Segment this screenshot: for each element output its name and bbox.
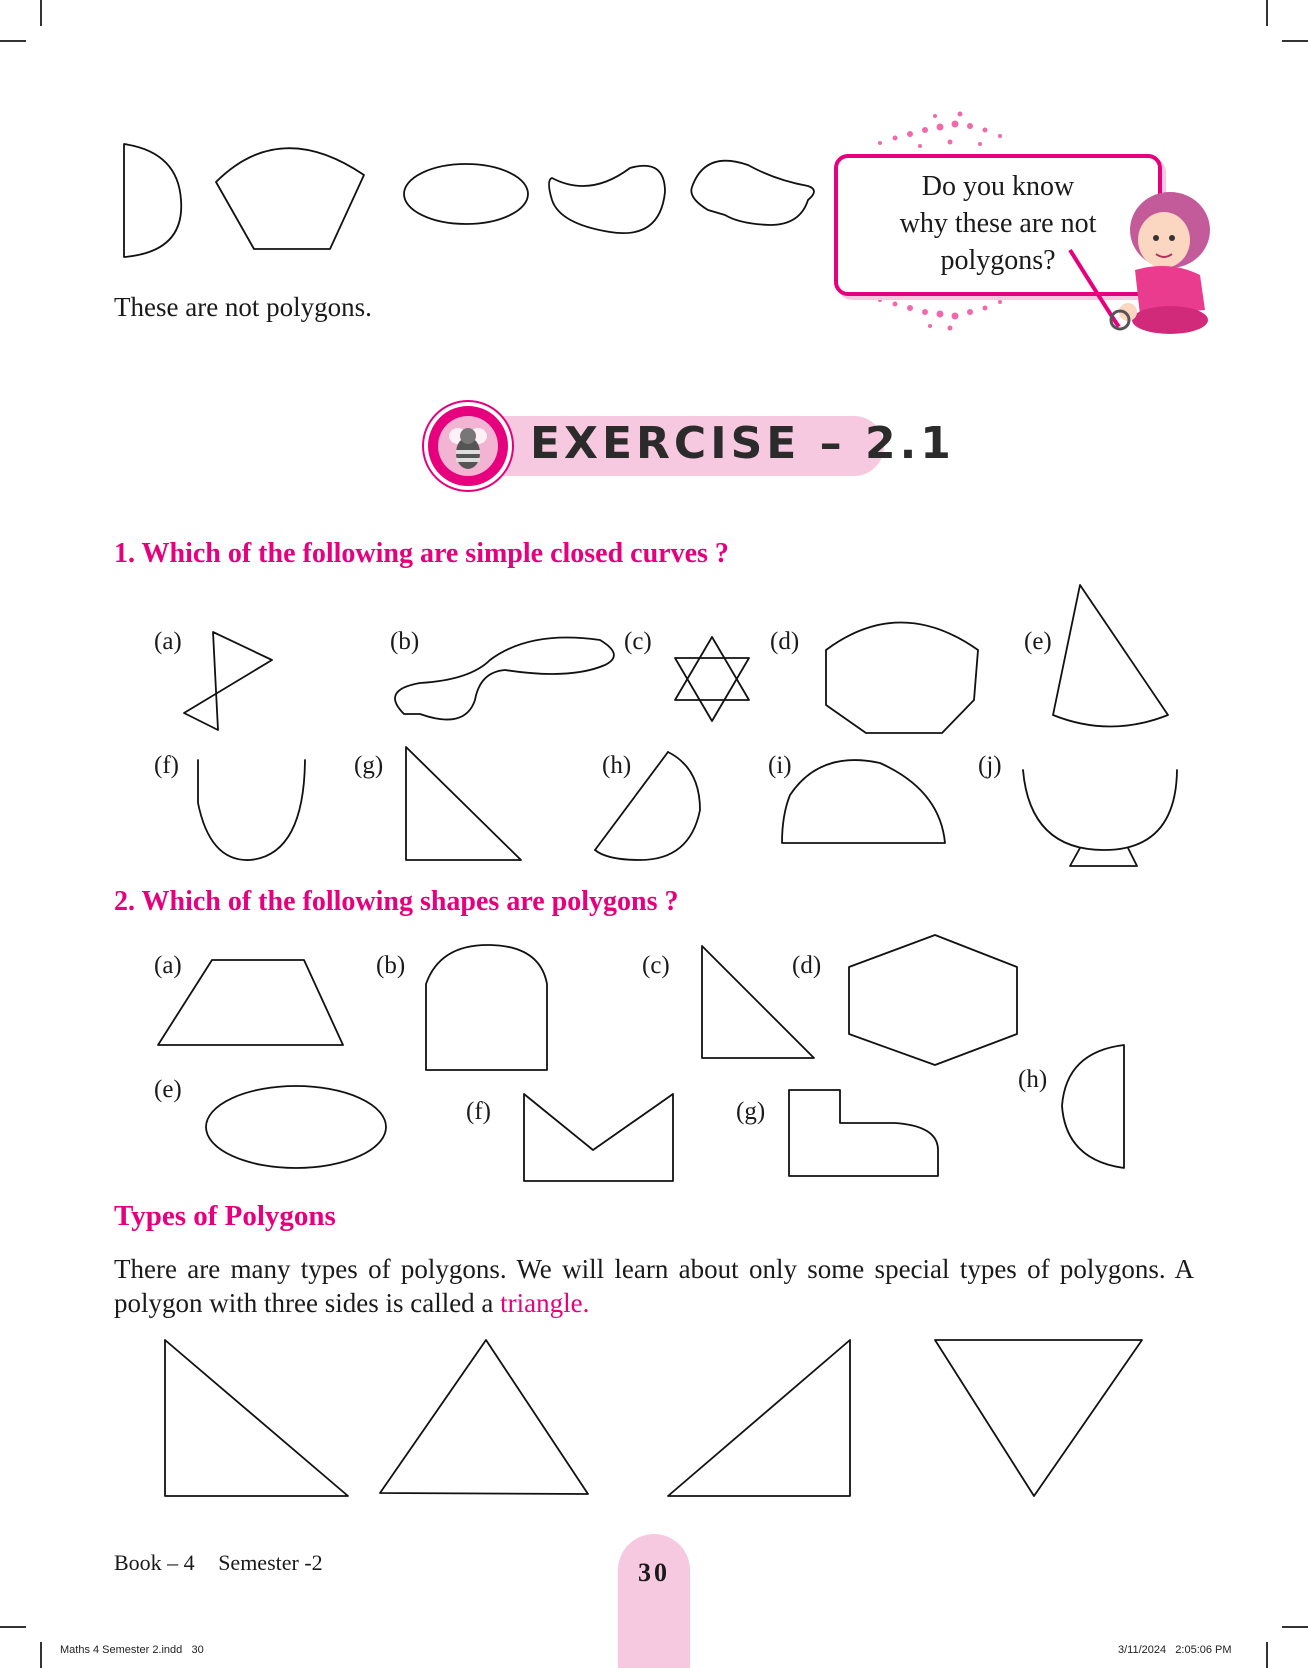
shape-2f xyxy=(524,1094,673,1181)
question-1-shapes xyxy=(0,560,1308,880)
question-2: 2. Which of the following shapes are polygons ? xyxy=(114,886,679,917)
crop-mark xyxy=(1266,0,1268,26)
shape-2a xyxy=(158,960,343,1045)
crop-mark xyxy=(0,1626,26,1628)
option-label: (a) xyxy=(154,952,182,979)
shape-2e xyxy=(206,1086,386,1168)
shape-1i xyxy=(782,760,945,843)
book-label: Book – 4 xyxy=(114,1550,195,1575)
footer-book xyxy=(114,1550,323,1576)
option-label: (d) xyxy=(792,952,822,979)
shape-1c xyxy=(675,658,749,721)
semester-label: Semester -2 xyxy=(218,1550,323,1575)
slug-timestamp: 3/11/2024 2:05:06 PM xyxy=(1118,1644,1232,1656)
shape-1e xyxy=(1053,585,1168,727)
option-label: (g) xyxy=(354,752,384,779)
shape-2h xyxy=(1062,1045,1124,1168)
option-label: (h) xyxy=(1018,1066,1048,1093)
option-label: (c) xyxy=(642,952,670,979)
option-label: (c) xyxy=(624,628,652,655)
shape-1c xyxy=(675,637,749,700)
option-label: (e) xyxy=(154,1076,182,1103)
types-paragraph-text: There are many types of polygons. We will learn about only some special types of polygons. A polygon with three sides is called a xyxy=(114,1254,1194,1318)
callout-line: why these are not xyxy=(899,208,1097,239)
shape-1b xyxy=(395,638,614,720)
option-label: (h) xyxy=(602,752,632,779)
shape-2c xyxy=(702,946,814,1058)
callout-line: Do you know xyxy=(921,171,1075,202)
bee-icon xyxy=(428,406,508,486)
curved-pentagon-shape xyxy=(216,148,364,249)
shape-2b xyxy=(426,945,547,1070)
page-number-tab xyxy=(618,1534,690,1668)
shape-1f xyxy=(198,760,305,860)
page-number: 30 xyxy=(638,1558,670,1587)
shape-1a xyxy=(184,632,272,730)
callout-decoration xyxy=(860,108,1040,153)
slug-file: Maths 4 Semester 2.indd 30 xyxy=(60,1644,204,1656)
shape-2d xyxy=(849,935,1017,1065)
shape-1h xyxy=(595,752,668,850)
crop-mark xyxy=(1282,1626,1308,1628)
shape-1g xyxy=(406,747,521,860)
exercise-badge xyxy=(424,402,512,490)
scalene-triangle xyxy=(380,1340,588,1494)
open-curve-shape xyxy=(691,161,814,225)
option-label: (f) xyxy=(466,1098,491,1125)
option-label: (b) xyxy=(376,952,406,979)
question-1: 1. Which of the following are simple closed curves ? xyxy=(114,538,729,569)
inverted-triangle xyxy=(935,1340,1142,1496)
half-circle-shape xyxy=(124,144,181,257)
option-label: (j) xyxy=(978,752,1002,779)
crop-mark xyxy=(1266,1642,1268,1668)
crop-mark xyxy=(40,1642,42,1668)
option-label: (a) xyxy=(154,628,182,655)
not-polygons-caption: These are not polygons. xyxy=(114,292,372,322)
exercise-title: EXERCISE – 2.1 xyxy=(530,418,955,469)
bean-shape xyxy=(549,166,665,233)
child-illustration xyxy=(1060,180,1220,340)
triangle-term: triangle. xyxy=(500,1288,590,1318)
right-triangle-flipped xyxy=(668,1340,850,1496)
option-label: (f) xyxy=(154,752,179,779)
callout-decoration xyxy=(860,290,1040,335)
shape-1j xyxy=(1023,770,1177,850)
crop-mark xyxy=(1282,40,1308,42)
question-2-shapes xyxy=(0,920,1308,1200)
option-label: (b) xyxy=(390,628,420,655)
option-label: (e) xyxy=(1024,628,1052,655)
ellipse-shape xyxy=(404,164,528,224)
right-triangle xyxy=(165,1340,348,1496)
shape-1h xyxy=(595,752,700,860)
option-label: (i) xyxy=(768,752,792,779)
option-label: (g) xyxy=(736,1098,766,1125)
triangle-examples xyxy=(0,1320,1308,1500)
types-paragraph xyxy=(114,1252,1194,1320)
non-polygon-shapes xyxy=(0,0,840,280)
types-heading: Types of Polygons xyxy=(114,1200,336,1232)
callout-line: polygons? xyxy=(940,245,1056,276)
shape-2g xyxy=(789,1090,938,1176)
shape-1d xyxy=(826,623,978,734)
option-label: (d) xyxy=(770,628,800,655)
